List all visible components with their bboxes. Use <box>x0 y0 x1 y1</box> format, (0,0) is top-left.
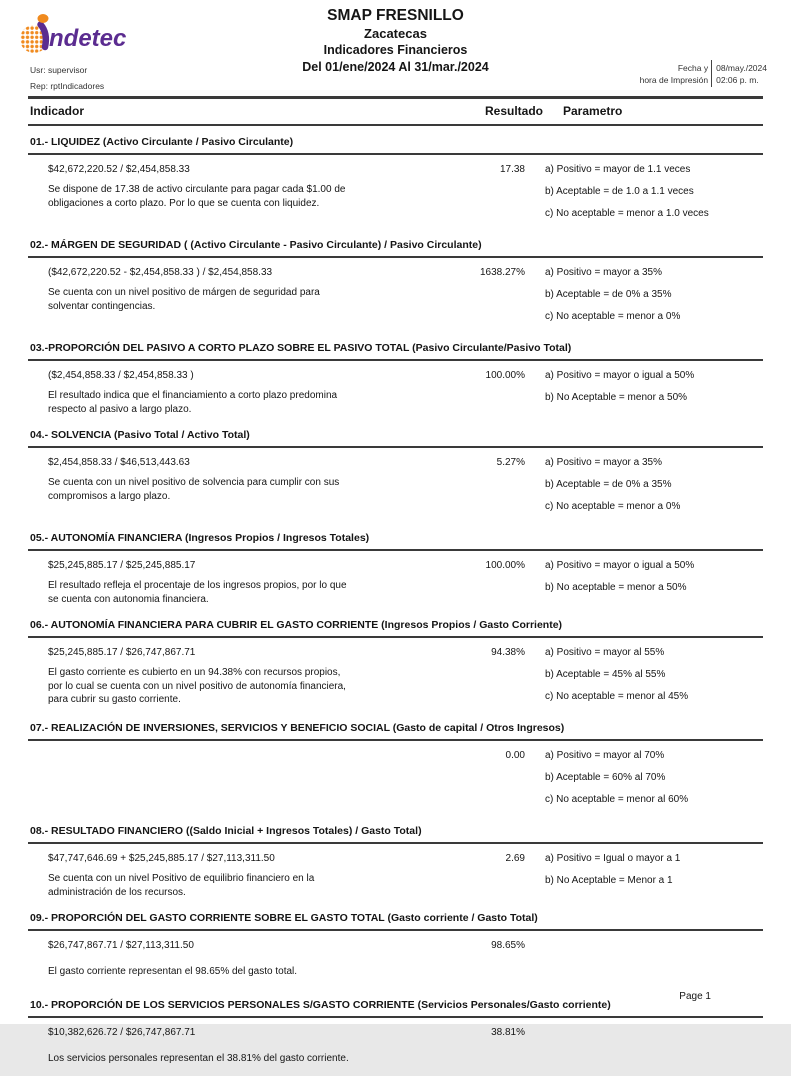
section-formula <box>48 749 420 762</box>
section-description <box>48 965 420 979</box>
parameter-item: c) No aceptable = menor al 45% <box>545 691 689 702</box>
section-parameters <box>545 559 763 609</box>
indicator-section-02 <box>28 229 763 332</box>
description-line: Se cuenta con un nivel positivo de márgen de seguridad para <box>48 287 320 298</box>
description-line: El gasto corriente es cubierto en un 94.38% con recursos propios, <box>48 667 341 678</box>
section-title: 08.- RESULTADO FINANCIERO ((Saldo Inicial + Ingresos Totales) / Gasto Total) <box>30 825 422 837</box>
parameter-item: a) Positivo = mayor a 35% <box>545 267 662 278</box>
section-formula: $10,382,626.72 / $26,747,867.71 <box>48 1027 196 1038</box>
parameter-item: c) No aceptable = menor a 1.0 veces <box>545 208 709 219</box>
org-state: Zacatecas <box>364 26 427 41</box>
indicator-section-03 <box>28 332 763 419</box>
description-line: por lo cual se cuenta con un nivel positivo de autonomía financiera, <box>48 680 346 692</box>
section-title: 03.-PROPORCIÓN DEL PASIVO A CORTO PLAZO SOBRE EL PASIVO TOTAL (Pasivo Circulante/Pasivo Total) <box>30 342 572 354</box>
section-formula: $25,245,885.17 / $26,747,867.71 <box>48 647 196 658</box>
description-line: compromisos a largo plazo. <box>48 490 171 502</box>
parameter-item: a) Positivo = mayor a 35% <box>545 457 662 468</box>
section-parameters <box>545 939 763 989</box>
description-line: obligaciones a corto plazo. Por lo que se cuenta con liquidez. <box>48 197 320 209</box>
section-description <box>48 476 420 503</box>
section-title: 04.- SOLVENCIA (Pasivo Total / Activo Total) <box>30 429 250 441</box>
section-parameters <box>545 646 763 712</box>
page-number: Page 1 <box>679 991 711 1002</box>
report-body <box>0 96 791 1076</box>
section-description <box>48 1052 420 1066</box>
section-title: 01.- LIQUIDEZ (Activo Circulante / Pasivo Circulante) <box>30 136 294 148</box>
description-line: Se cuenta con un nivel positivo de solvencia para cumplir con sus <box>48 477 340 488</box>
parameter-item: a) Positivo = mayor al 55% <box>545 647 665 658</box>
parameter-item: a) Positivo = Igual o mayor a 1 <box>545 853 681 864</box>
section-result: 100.00% <box>485 370 525 381</box>
section-parameters <box>545 163 763 229</box>
description-line: El resultado refleja el procentaje de los ingresos propios, por lo que <box>48 580 347 591</box>
indicator-section-04 <box>28 419 763 522</box>
section-title: 10.- PROPORCIÓN DE LOS SERVICIOS PERSONALES S/GASTO CORRIENTE (Servicios Personales/Gasto corriente) <box>30 999 611 1011</box>
section-description <box>48 183 420 210</box>
section-parameters <box>545 1026 763 1076</box>
section-parameters <box>545 749 763 815</box>
description-line: se cuenta con autonomia financiera. <box>48 593 209 605</box>
parameter-item: a) Positivo = mayor o igual a 50% <box>545 560 695 571</box>
description-line: El gasto corriente representan el 98.65% del gasto total. <box>48 966 298 977</box>
section-description <box>48 286 420 313</box>
section-result: 98.65% <box>491 940 525 951</box>
parameter-item: c) No aceptable = menor a 0% <box>545 501 681 512</box>
parameter-item: b) Aceptable = de 0% a 35% <box>545 289 672 300</box>
print-date-label: Fecha y hora de Impresión <box>639 62 709 85</box>
description-line: Se cuenta con un nivel Positivo de equilibrio financiero en la <box>48 873 315 884</box>
parameter-item: c) No aceptable = menor a 0% <box>545 311 681 322</box>
user-label: Usr: supervisor <box>30 65 88 75</box>
parameter-item: a) Positivo = mayor o igual a 50% <box>545 370 695 381</box>
section-formula: ($42,672,220.52 - $2,454,858.33 ) / $2,454,858.33 <box>48 267 273 278</box>
parameter-item: a) Positivo = mayor al 70% <box>545 750 665 761</box>
report-meta <box>30 62 104 94</box>
report-period: Del 01/ene/2024 Al 31/mar./2024 <box>302 60 489 74</box>
print-info-divider <box>711 60 712 87</box>
section-parameters <box>545 456 763 522</box>
section-result: 17.38 <box>499 164 525 175</box>
indicator-section-09 <box>28 902 763 989</box>
section-description <box>48 666 420 707</box>
report-title: Indicadores Financieros <box>323 43 468 57</box>
indicator-section-08 <box>28 815 763 902</box>
section-parameters <box>545 852 763 902</box>
parameter-item: b) Aceptable = de 1.0 a 1.1 veces <box>545 186 694 197</box>
parameter-item: a) Positivo = mayor de 1.1 veces <box>545 164 691 175</box>
parameter-item: b) No Aceptable = Menor a 1 <box>545 875 673 886</box>
section-description <box>48 579 420 606</box>
print-time: 02:06 p. m. <box>716 74 759 85</box>
logo-text: ndetec <box>49 25 127 52</box>
section-formula: $25,245,885.17 / $25,245,885.17 <box>48 560 196 571</box>
logo-i-dot <box>38 14 49 23</box>
section-formula: $2,454,858.33 / $46,513,443.63 <box>48 457 190 468</box>
report-header <box>0 0 791 96</box>
section-result: 38.81% <box>491 1027 525 1038</box>
section-result: 100.00% <box>485 560 525 571</box>
section-title: 06.- AUTONOMÍA FINANCIERA PARA CUBRIR EL GASTO CORRIENTE (Ingresos Propios / Gasto Corriente) <box>30 619 563 631</box>
print-date-values <box>716 62 767 86</box>
parameter-item: b) No aceptable = menor a 50% <box>545 582 687 593</box>
description-line: administración de los recursos. <box>48 886 186 898</box>
description-line: respecto al pasivo a largo plazo. <box>48 403 192 415</box>
section-parameters <box>545 369 763 419</box>
section-result: 1638.27% <box>479 267 525 278</box>
section-title: 05.- AUTONOMÍA FINANCIERA (Ingresos Propios / Ingresos Totales) <box>30 532 370 544</box>
parameter-item: b) Aceptable = 60% al 70% <box>545 772 666 783</box>
parameter-item: b) No Aceptable = menor a 50% <box>545 392 688 403</box>
print-info <box>640 60 767 87</box>
section-formula: $42,672,220.52 / $2,454,858.33 <box>48 164 190 175</box>
description-line: para cubrir su gasto corriente. <box>48 694 181 705</box>
column-header-parameter: Parametro <box>563 104 623 118</box>
section-formula: $47,747,646.69 + $25,245,885.17 / $27,113,311.50 <box>48 853 275 864</box>
indicator-section-07 <box>28 712 763 815</box>
column-headers <box>28 99 763 124</box>
section-title: 09.- PROPORCIÓN DEL GASTO CORRIENTE SOBRE EL GASTO TOTAL (Gasto corriente / Gasto Total) <box>30 912 538 924</box>
section-formula: $26,747,867.71 / $27,113,311.50 <box>48 940 194 951</box>
org-title: SMAP FRESNILLO <box>327 7 464 24</box>
parameter-item: b) Aceptable = 45% al 55% <box>545 669 666 680</box>
parameter-item: b) Aceptable = de 0% a 35% <box>545 479 672 490</box>
section-result: 0.00 <box>505 750 525 761</box>
section-result: 2.69 <box>505 853 525 864</box>
section-title: 07.- REALIZACIÓN DE INVERSIONES, SERVICIOS Y BENEFICIO SOCIAL (Gasto de capital / Otros Ingresos) <box>30 722 565 734</box>
indetec-logo-graphic <box>16 12 127 56</box>
indicator-section-05 <box>28 522 763 609</box>
report-label: Rep: rptIndicadores <box>30 81 105 91</box>
description-line: Se dispone de 17.38 de activo circulante para pagar cada $1.00 de <box>48 184 346 195</box>
section-result: 5.27% <box>496 457 525 468</box>
indicator-section-01 <box>28 126 763 229</box>
indicator-section-06 <box>28 609 763 712</box>
print-date: 08/may./2024 <box>716 62 767 73</box>
description-line: El resultado indica que el financiamiento a corto plazo predomina <box>48 390 338 401</box>
indetec-logo <box>16 12 127 61</box>
description-line: solventar contingencias. <box>48 300 156 312</box>
section-formula: ($2,454,858.33 / $2,454,858.33 ) <box>48 370 194 381</box>
column-header-result: Resultado <box>484 104 543 118</box>
parameter-item: c) No aceptable = menor al 60% <box>545 794 689 805</box>
indicator-section-10 <box>28 989 763 1076</box>
section-description <box>48 872 420 899</box>
section-title: 02.- MÁRGEN DE SEGURIDAD ( (Activo Circulante - Pasivo Circulante) / Pasivo Circulante) <box>30 239 482 251</box>
section-result: 94.38% <box>491 647 525 658</box>
section-parameters <box>545 266 763 332</box>
column-header-indicator: Indicador <box>30 104 85 118</box>
description-line: Los servicios personales representan el 38.81% del gasto corriente. <box>48 1053 349 1064</box>
section-description <box>48 389 420 416</box>
